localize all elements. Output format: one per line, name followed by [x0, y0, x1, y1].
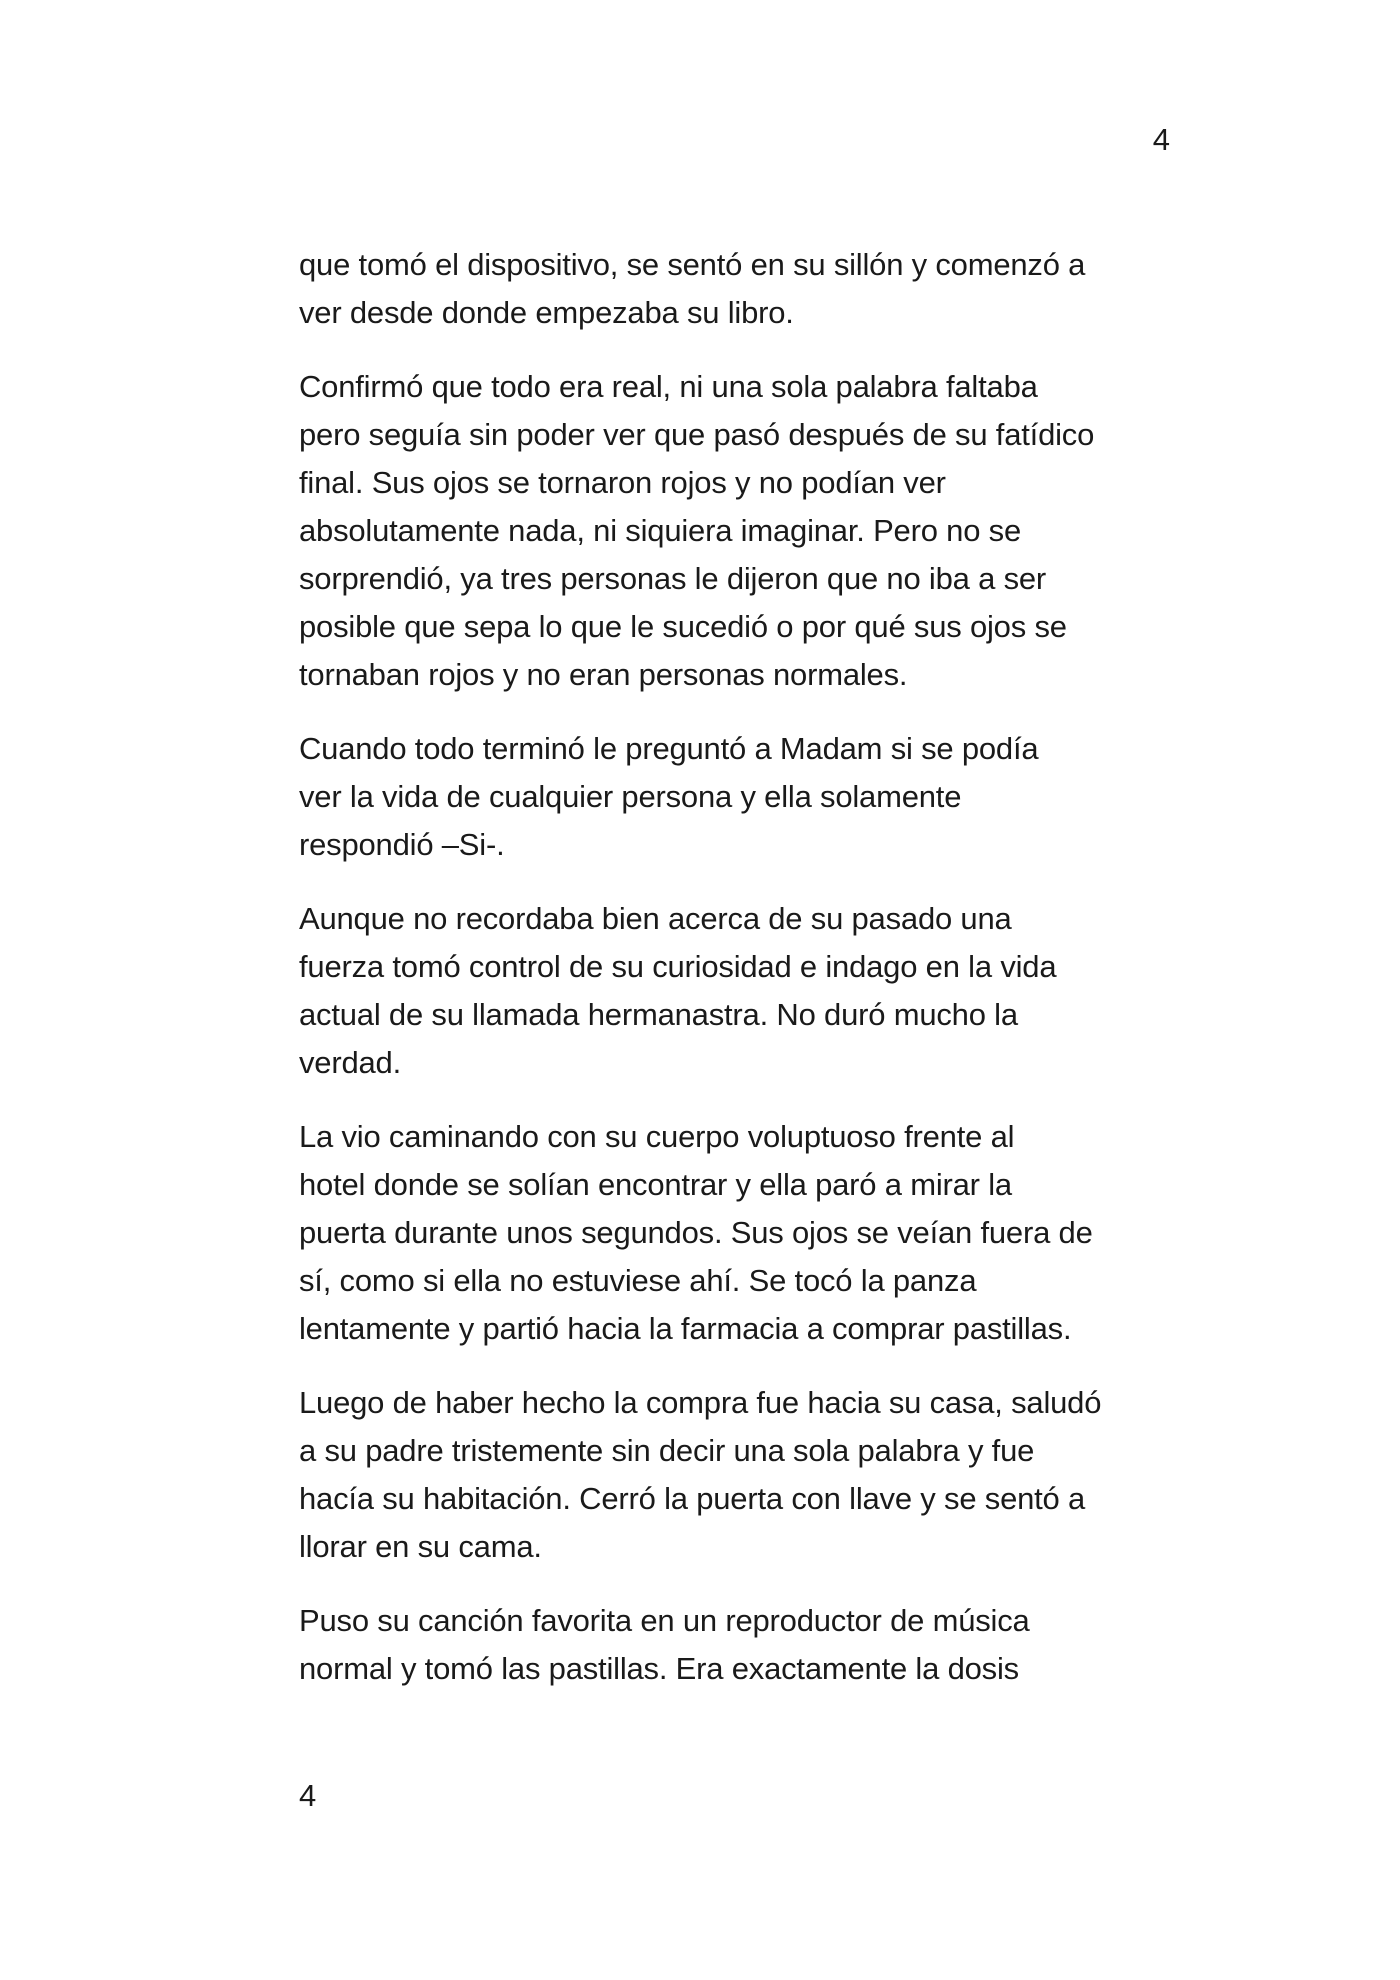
paragraph: Luego de haber hecho la compra fue hacia su casa, saludó a su padre tristemente sin decir una sola palabra y fue hacía su habitación. Cerró la puerta con llave y se sentó a llorar en su cama.: [299, 1385, 1102, 1564]
paragraph: La vio caminando con su cuerpo voluptuoso frente al hotel donde se solían encontrar y ella paró a mirar la puerta durante unos segundos. Sus ojos se veían fuera de sí, como si ella no estuviese ahí. Se tocó la panza lentamente y partió hacia la farmacia a comprar pastillas.: [299, 1119, 1093, 1346]
footer-page-number: 4: [299, 1778, 317, 1813]
body-text: [299, 241, 1179, 1719]
paragraph: Cuando todo terminó le preguntó a Madam si se podía ver la vida de cualquier persona y ella solamente respondió –Si-.: [299, 731, 1039, 862]
paragraph: Confirmó que todo era real, ni una sola palabra faltaba pero seguía sin poder ver que pasó después de su fatídico final. Sus ojos se tornaron rojos y no podían ver absolutamente nada, ni siquiera imaginar. Pero no se sorprendió, ya tres personas le dijeron que no iba a ser posible que sepa lo que le sucedió o por qué sus ojos se tornaban rojos y no eran personas normales.: [299, 369, 1095, 692]
header-page-number: 4: [1152, 122, 1170, 157]
paragraph: Aunque no recordaba bien acerca de su pasado una fuerza tomó control de su curiosidad e indago en la vida actual de su llamada hermanastra. No duró mucho la verdad.: [299, 901, 1057, 1080]
paragraph: que tomó el dispositivo, se sentó en su sillón y comenzó a ver desde donde empezaba su libro.: [299, 247, 1086, 330]
paragraph: Puso su canción favorita en un reproductor de música normal y tomó las pastillas. Era exactamente la dosis: [299, 1603, 1030, 1686]
